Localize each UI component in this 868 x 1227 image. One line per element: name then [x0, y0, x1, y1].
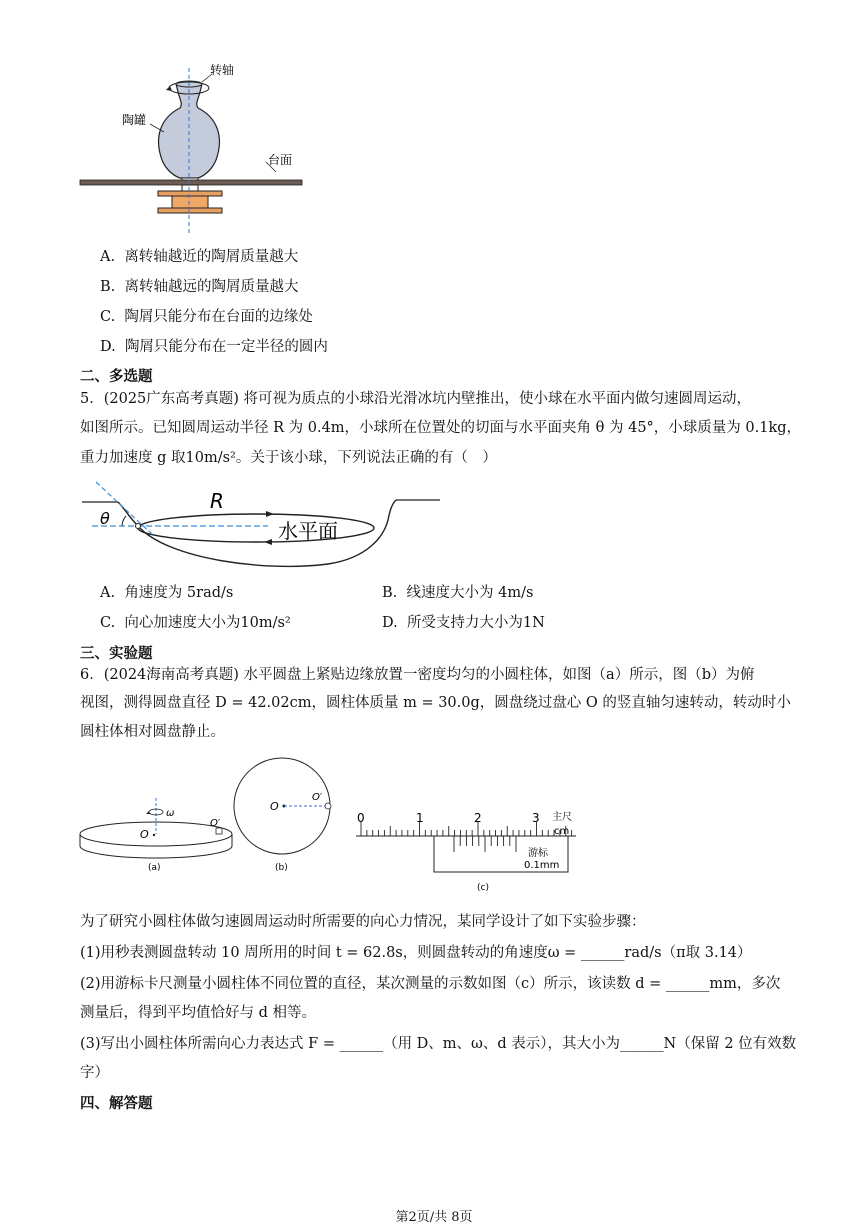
label-table: 台面 — [268, 153, 293, 167]
section-3-title: 三、实验题 — [80, 646, 153, 662]
label-horizontal-plane: 水平面 — [278, 519, 338, 543]
ice-bowl-figure — [78, 480, 448, 576]
q6-step-2a: (2)用游标卡尺测量小圆柱体不同位置的直径，某次测量的示数如图（c）所示，该读数 d = ______mm，多次 — [80, 976, 781, 992]
q6-step-3b: 字） — [80, 1065, 109, 1081]
q6-step-2b: 测量后，得到平均值恰好与 d 相等。 — [80, 1005, 316, 1021]
main-tick-0: 0 — [357, 811, 365, 825]
q6-step-1: (1)用秒表测圆盘转动 10 周所用的时间 t = 62.8s，则圆盘转动的角速度ω = ______rad/s（π取 3.14） — [80, 945, 752, 961]
q5-line-3: 重力加速度 g 取10m/s²。关于该小球，下列说法正确的有（ ） — [80, 450, 497, 466]
label-R: R — [210, 489, 224, 513]
label-O-prime-b: O′ — [312, 792, 323, 803]
main-scale-unit: cm — [554, 826, 570, 837]
q5-line-1: 5．(2025广东高考真题) 将可视为质点的小球沿光滑冰坑内壁推出，使小球在水平面内做匀速圆周运动， — [80, 391, 752, 407]
page-footer: 第2页/共 8页 — [395, 1210, 473, 1225]
label-O-b: O — [270, 800, 279, 813]
main-tick-1: 1 — [416, 811, 424, 825]
label-theta: θ — [100, 509, 110, 528]
label-O-prime-a: O′ — [210, 818, 221, 829]
q4-option-d: D. 陶屑只能分布在一定半径的圆内 — [100, 339, 328, 355]
main-tick-2: 2 — [474, 811, 482, 825]
q6-line-2: 视图，测得圆盘直径 D = 42.02cm，圆柱体质量 m = 30.0g，圆盘绕过盘心 O 的竖直轴匀速转动，转动时小 — [80, 695, 791, 711]
section-2-title: 二、多选题 — [80, 369, 153, 385]
pottery-wheel-figure — [78, 62, 308, 240]
label-O-a: O — [140, 828, 149, 841]
q5-option-a: A. 角速度为 5rad/s — [100, 585, 234, 601]
q6-line-3: 圆柱体相对圆盘静止。 — [80, 724, 225, 740]
q5-line-2: 如图所示。已知圆周运动半径 R 为 0.4m，小球所在位置处的切面与水平面夹角 θ 为 45°，小球质量为 0.1kg， — [80, 420, 802, 436]
q6-line-1: 6．(2024海南高考真题) 水平圆盘上紧贴边缘放置一密度均匀的小圆柱体，如图（a）所示，图（b）为俯 — [80, 667, 755, 683]
section-4-title: 四、解答题 — [80, 1096, 153, 1112]
q6-intro: 为了研究小圆柱体做匀速圆周运动时所需要的向心力情况，某同学设计了如下实验步骤： — [80, 914, 646, 930]
q4-option-a: A. 离转轴越近的陶屑质量越大 — [100, 249, 299, 265]
vernier-label: 游标 — [528, 848, 548, 859]
q6-step-3a: (3)写出小圆柱体所需向心力表达式 F = ______（用 D、m、ω、d 表示），其大小为______N（保留 2 位有效数 — [80, 1036, 797, 1052]
q4-option-c: C. 陶屑只能分布在台面的边缘处 — [100, 309, 313, 325]
main-scale-label: 主尺 — [552, 812, 572, 823]
label-omega: ω — [166, 808, 175, 819]
disk-vernier-figure — [76, 752, 596, 898]
caption-b: (b) — [275, 863, 288, 873]
q5-option-b: B. 线速度大小为 4m/s — [382, 585, 534, 601]
main-tick-3: 3 — [532, 811, 540, 825]
vernier-unit: 0.1mm — [524, 860, 560, 871]
q5-option-d: D. 所受支持力大小为1N — [382, 615, 545, 631]
caption-c: (c) — [477, 883, 489, 893]
q5-option-c: C. 向心加速度大小为10m/s² — [100, 615, 291, 631]
label-axis: 转轴 — [210, 63, 235, 77]
q4-option-b: B. 离转轴越远的陶屑质量越大 — [100, 279, 299, 295]
caption-a: (a) — [148, 863, 161, 873]
label-pot: 陶罐 — [122, 113, 147, 127]
